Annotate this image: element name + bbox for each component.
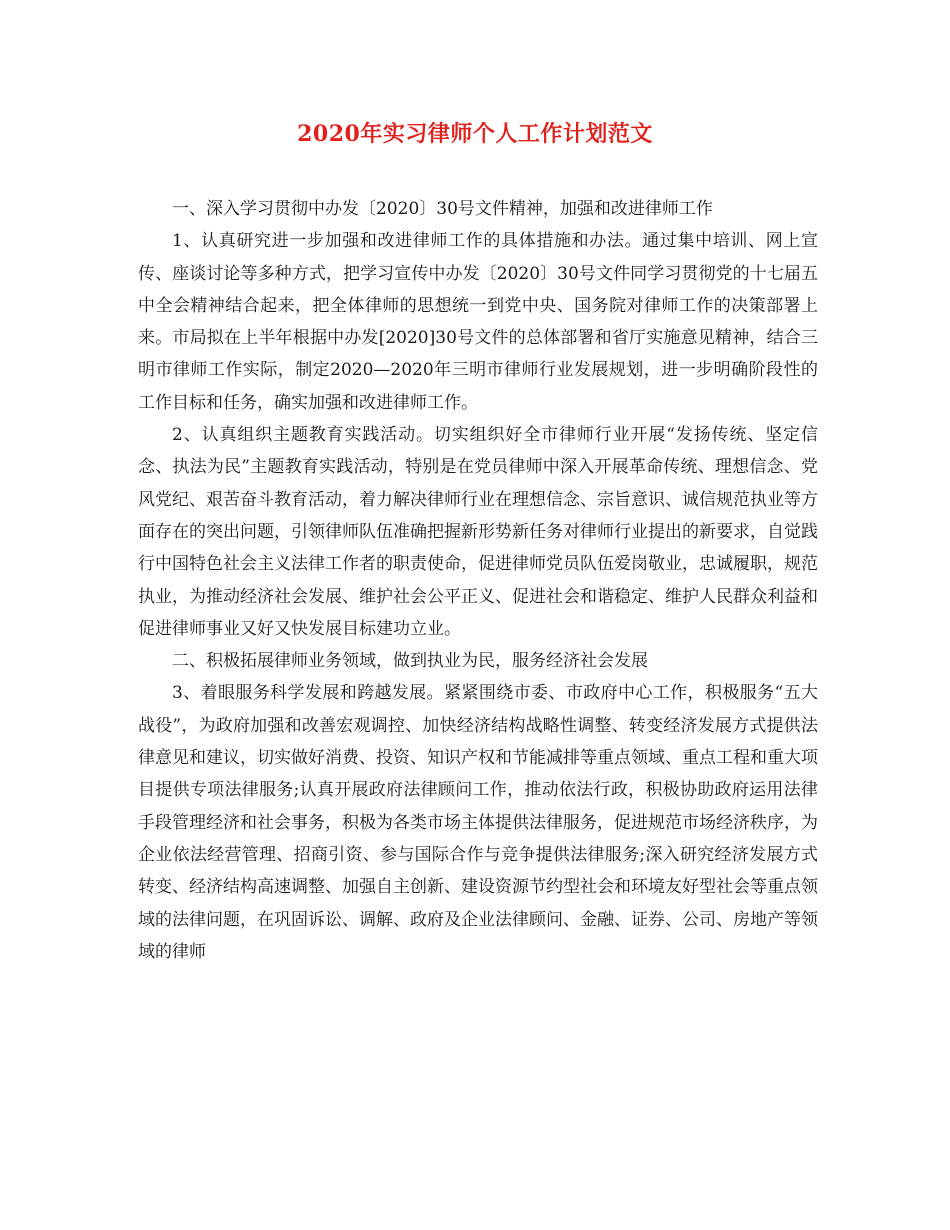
- paragraph-section-2-heading: 二、积极拓展律师业务领域，做到执业为民，服务经济社会发展: [172, 651, 648, 672]
- document-title: 2020年实习律师个人工作计划范文: [297, 121, 653, 147]
- paragraph-section-1-heading: 一、深入学习贯彻中办发〔2020〕30号文件精神，加强和改进律师工作: [172, 199, 713, 219]
- paragraph-item-3: 3、着眼服务科学发展和跨越发展。紧紧围绕市委、市政府中心工作，积极服务“五大战役”，为政府加强和改善宏观调控、加快经济结构战略性调整、转变经济发展方式提供法律意见和建议，切实做好消费、投资、知识产权和节能减排等重点领域、重点工程和重大项目提供专项法律服务;认真开展政府法律顾问工作，推动依法行政，积极协助政府运用法律手段管理经济和社会事务，积极为各类市场主体提供法律服务，促进规范市场经济秩序，为企业依法经营管理、招商引资、参与国际合作与竞争提供法律服务;深入研究经济发展方式转变、经济结构高速调整、加强自主创新、建设资源节约型社会和环境友好型社会等重点领域的法律问题，在巩固诉讼、调解、政府及企业法律顾问、金融、证券、公司、房地产等领域的律师: [138, 683, 818, 962]
- document-body: [138, 193, 818, 968]
- paragraph-item-1: 1、认真研究进一步加强和改进律师工作的具体措施和办法。通过集中培训、网上宣传、座谈讨论等多种方式，把学习宣传中办发〔2020〕30号文件同学习贯彻党的十七届五中全会精神结合起来，把全体律师的思想统一到党中央、国务院对律师工作的决策部署上来。市局拟在上半年根据中办发[2020]30号文件的总体部署和省厅实施意见精神，结合三明市律师工作实际，制定2020—2020年三明市律师行业发展规划，进一步明确阶段性的工作目标和任务，确实加强和改进律师工作。: [138, 231, 818, 413]
- paragraph-item-2: 2、认真组织主题教育实践活动。切实组织好全市律师行业开展“发扬传统、坚定信念、执法为民”主题教育实践活动，特别是在党员律师中深入开展革命传统、理想信念、党风党纪、艰苦奋斗教育活动，着力解决律师行业在理想信念、宗旨意识、诚信规范执业等方面存在的突出问题，引领律师队伍准确把握新形势新任务对律师行业提出的新要求，自觉践行中国特色社会主义法律工作者的职责使命，促进律师党员队伍爱岗敬业，忠诚履职，规范执业，为推动经济社会发展、维护社会公平正义、促进社会和谐稳定、维护人民群众利益和促进律师事业又好又快发展目标建功立业。: [138, 425, 818, 639]
